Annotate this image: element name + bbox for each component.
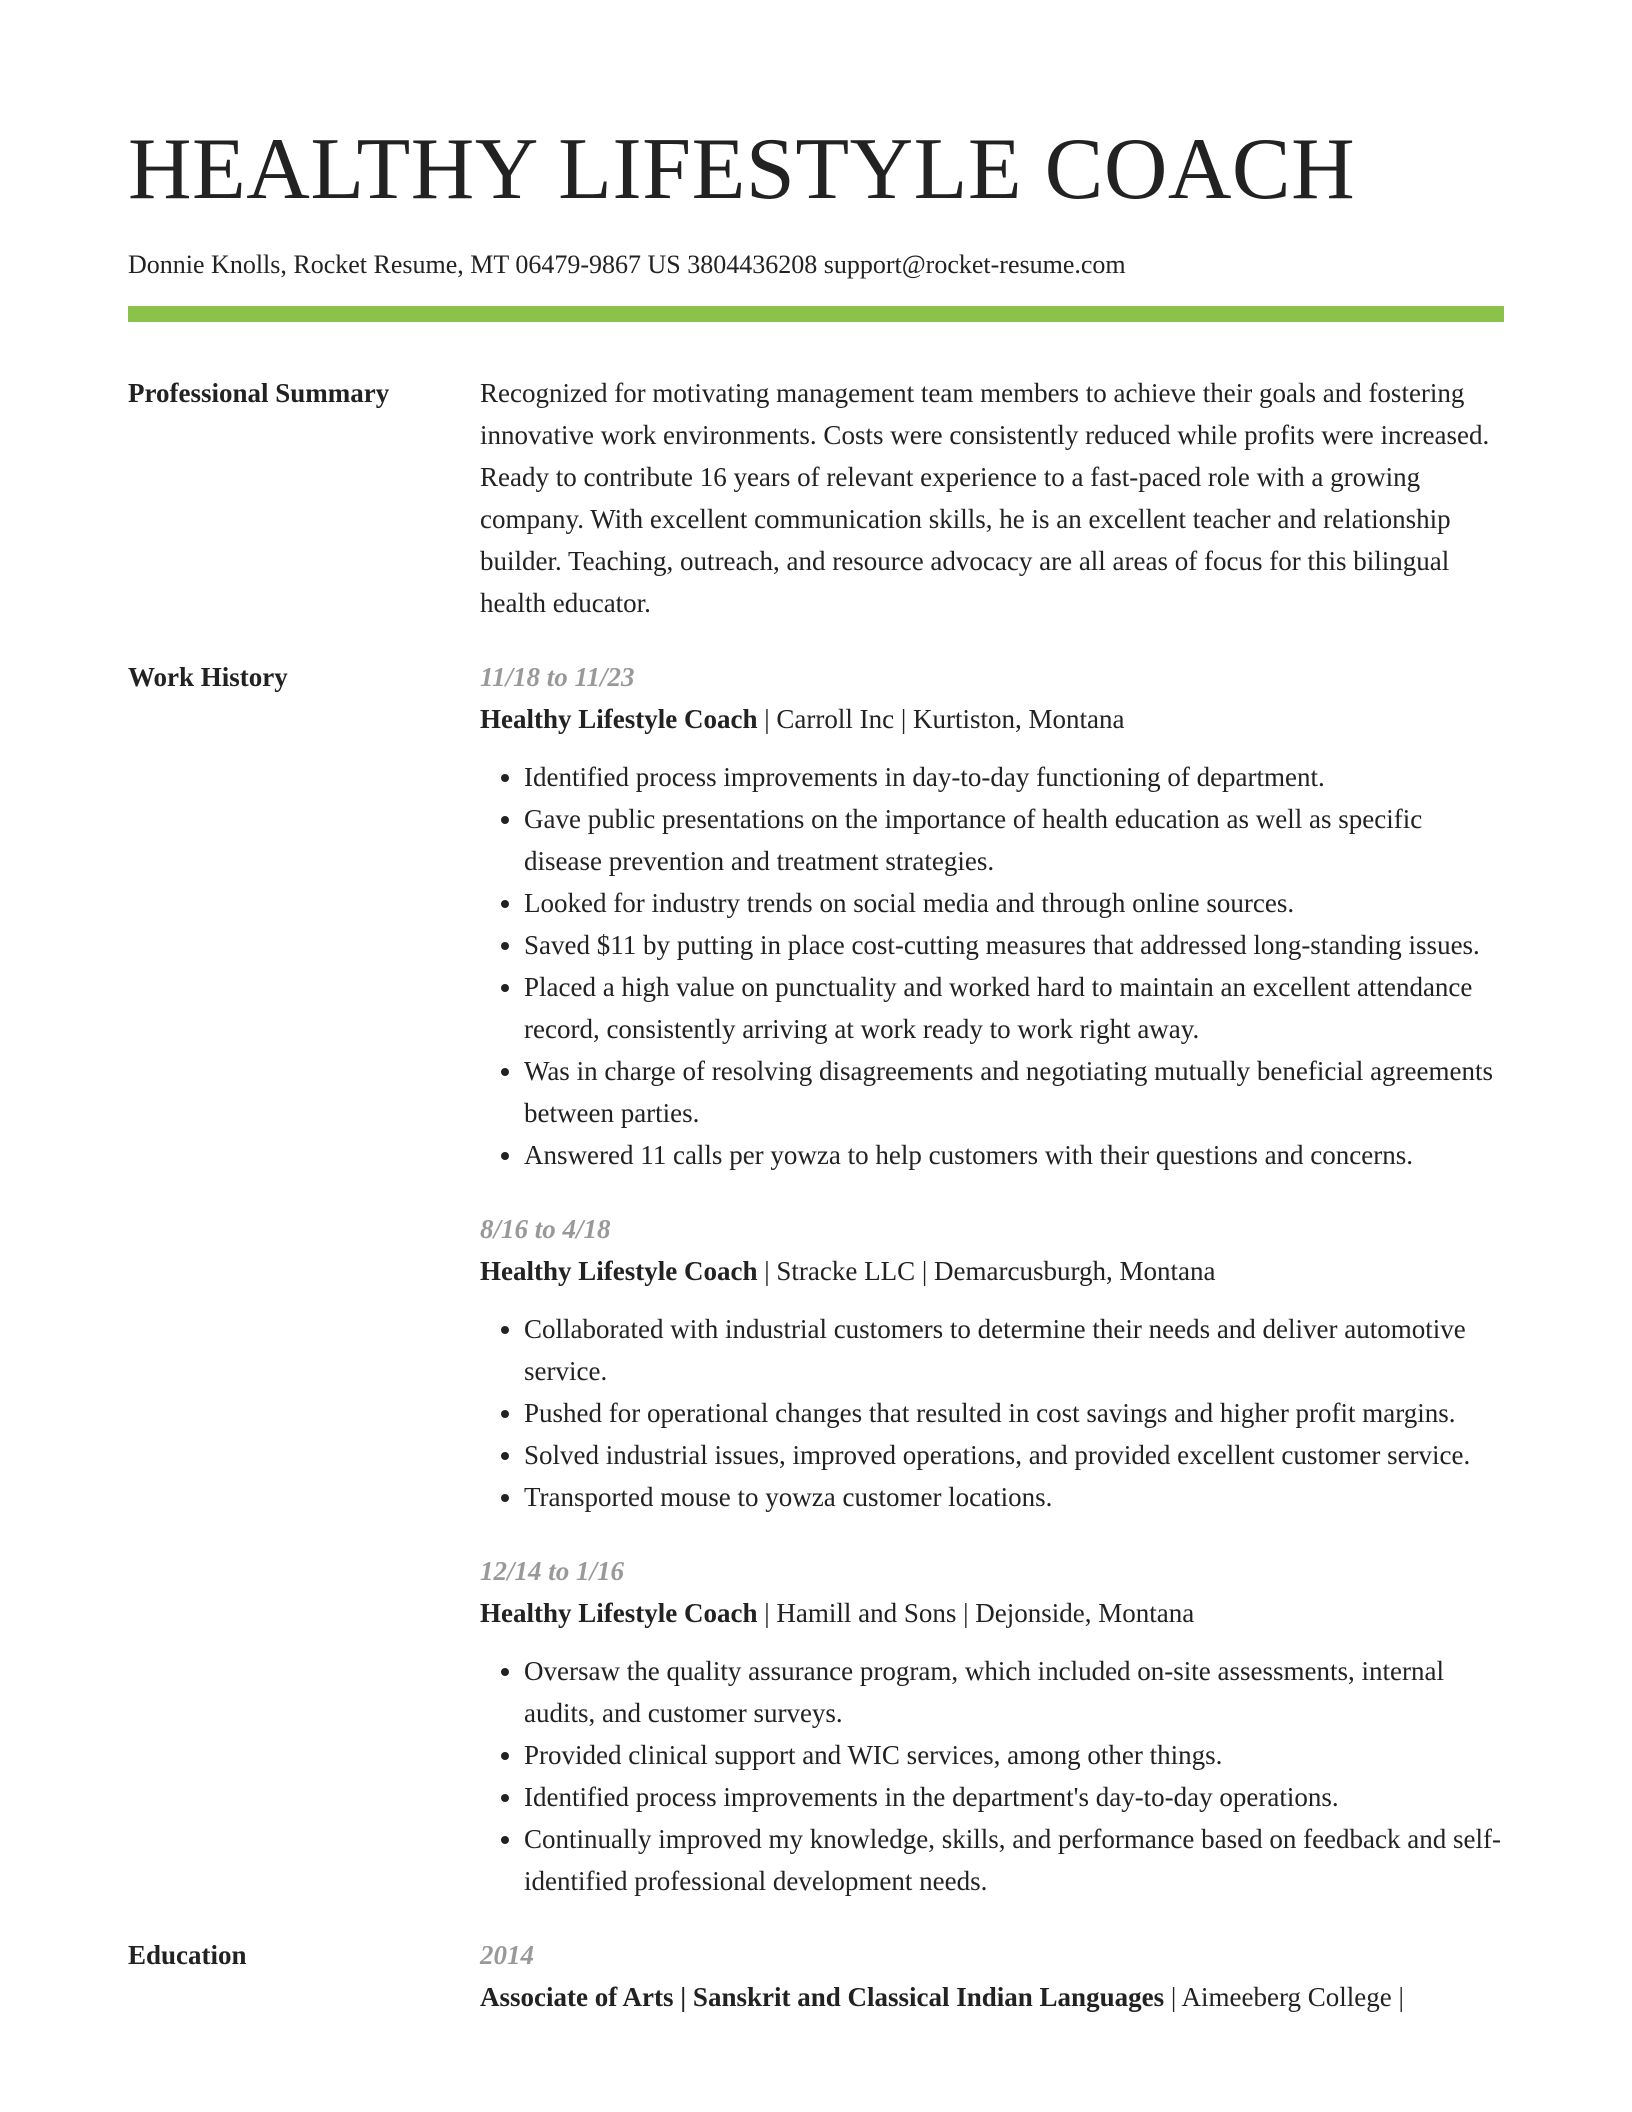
- job-duties: [480, 1308, 1504, 1518]
- education-body: [480, 1934, 1504, 2018]
- resume-title: HEALTHY LIFESTYLE COACH: [128, 121, 1356, 218]
- work-history-body: [480, 656, 1504, 1902]
- job-entry: [480, 656, 1504, 1176]
- duty-item: • Identified process improvements in day-to-day functioning of department.: [524, 756, 1504, 798]
- job-dates: 12/14 to 1/16: [480, 1556, 625, 1586]
- education-school: Aimeeberg College: [1181, 1982, 1392, 2012]
- duty-item: • Continually improved my knowledge, skills, and performance based on feedback and self-identified professional development needs.: [524, 1818, 1504, 1902]
- work-history-label: Work History: [128, 662, 288, 692]
- education-year: 2014: [480, 1940, 534, 1970]
- duty-item: • Collaborated with industrial customers to determine their needs and deliver automotive service.: [524, 1308, 1504, 1392]
- job-title: Healthy Lifestyle Coach: [480, 1598, 758, 1628]
- job-dates: 11/18 to 11/23: [480, 662, 635, 692]
- header-divider: [128, 306, 1504, 322]
- duty-item: • Identified process improvements in the department's day-to-day operations.: [524, 1776, 1504, 1818]
- contact-line: Donnie Knolls, Rocket Resume, MT 06479-9867 US 3804436208 support@rocket-resume.com: [128, 250, 1126, 279]
- summary-text: Recognized for motivating management team members to achieve their goals and fostering innovative work environments. Costs were consistently reduced while profits were increased. Ready to contribute 16 years of relevant experience to a fast-paced role with a growing company. With excellent communication skills, he is an excellent teacher and relationship builder. Teaching, outreach, and resource advocacy are all areas of focus for this bilingual health educator.: [480, 378, 1490, 618]
- education-label: Education: [128, 1940, 247, 1970]
- duty-item: • Pushed for operational changes that resulted in cost savings and higher profit margins.: [524, 1392, 1504, 1434]
- work-history-section: [128, 656, 1504, 1902]
- duty-item: • Answered 11 calls per yowza to help customers with their questions and concerns.: [524, 1134, 1504, 1176]
- job-entry: [480, 1550, 1504, 1902]
- job-location: Dejonside, Montana: [975, 1598, 1195, 1628]
- duty-item: • Gave public presentations on the importance of health education as well as specific disease prevention and treatment strategies.: [524, 798, 1504, 882]
- summary-section: [128, 372, 1504, 624]
- job-heading: Healthy Lifestyle Coach | Stracke LLC | Demarcusburgh, Montana: [480, 1256, 1216, 1286]
- duty-item: • Saved $11 by putting in place cost-cutting measures that addressed long-standing issues.: [524, 924, 1504, 966]
- job-company: Carroll Inc: [776, 704, 895, 734]
- duty-item: • Was in charge of resolving disagreements and negotiating mutually beneficial agreements between parties.: [524, 1050, 1504, 1134]
- job-entry: [480, 1208, 1504, 1518]
- job-duties: [480, 1650, 1504, 1902]
- job-dates: 8/16 to 4/18: [480, 1214, 611, 1244]
- duty-item: • Looked for industry trends on social media and through online sources.: [524, 882, 1504, 924]
- summary-body: [480, 372, 1504, 624]
- job-heading: Healthy Lifestyle Coach | Hamill and Sons | Dejonside, Montana: [480, 1598, 1195, 1628]
- resume-page: [128, 0, 1504, 2018]
- job-heading: Healthy Lifestyle Coach | Carroll Inc | Kurtiston, Montana: [480, 704, 1125, 734]
- education-section: [128, 1934, 1504, 2018]
- duty-item: • Placed a high value on punctuality and worked hard to maintain an excellent attendance record, consistently arriving at work ready to work right away.: [524, 966, 1504, 1050]
- job-company: Hamill and Sons: [776, 1598, 957, 1628]
- education-heading: Associate of Arts | Sanskrit and Classical Indian Languages | Aimeeberg College |: [480, 1982, 1404, 2012]
- duty-item: • Oversaw the quality assurance program, which included on-site assessments, internal audits, and customer surveys.: [524, 1650, 1504, 1734]
- job-title: Healthy Lifestyle Coach: [480, 704, 758, 734]
- job-company: Stracke LLC: [776, 1256, 916, 1286]
- education-field: Sanskrit and Classical Indian Languages: [692, 1982, 1165, 2012]
- duty-item: • Transported mouse to yowza customer locations.: [524, 1476, 1504, 1518]
- education-degree: Associate of Arts: [480, 1982, 674, 2012]
- job-duties: [480, 756, 1504, 1176]
- duty-item: • Provided clinical support and WIC services, among other things.: [524, 1734, 1504, 1776]
- duty-item: • Solved industrial issues, improved operations, and provided excellent customer service.: [524, 1434, 1504, 1476]
- summary-label: Professional Summary: [128, 378, 390, 408]
- job-location: Kurtiston, Montana: [912, 704, 1125, 734]
- job-location: Demarcusburgh, Montana: [934, 1256, 1216, 1286]
- job-title: Healthy Lifestyle Coach: [480, 1256, 758, 1286]
